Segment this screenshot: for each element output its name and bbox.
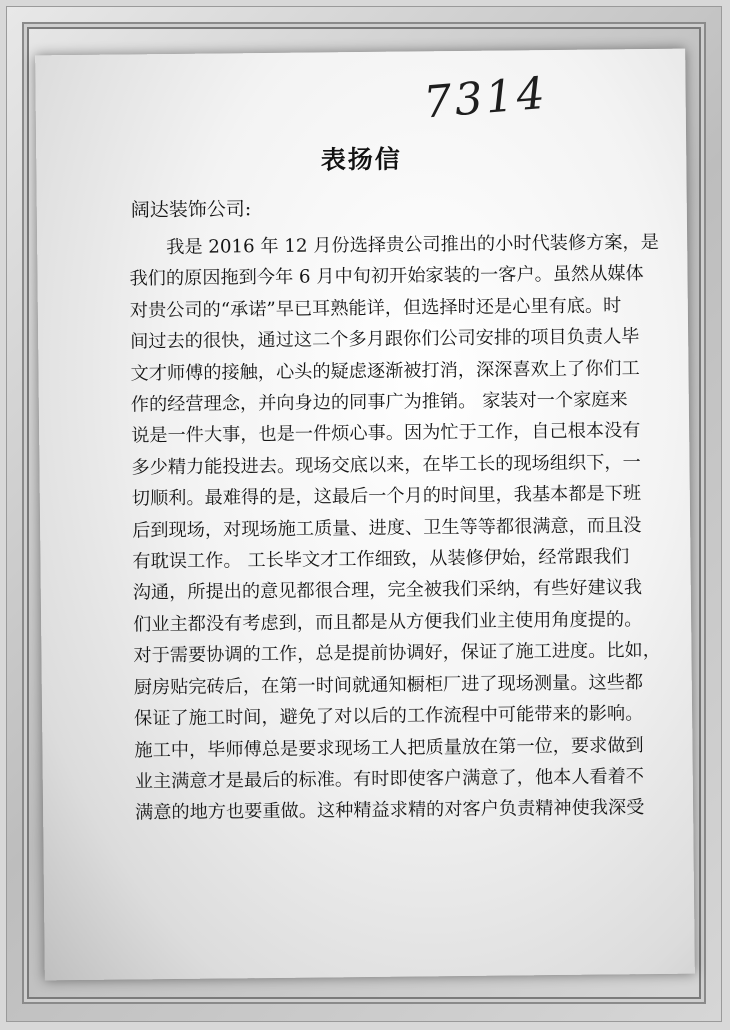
body-line: 我们的原因拖到今年 6 月中旬初开始家装的一客户。虽然从媒体 — [129, 263, 644, 290]
salutation: 阔达装饰公司: — [130, 198, 252, 222]
body-line: 多少精力能投进去。现场交底以来，在毕工长的现场组织下，一 — [131, 451, 641, 479]
letter-body — [129, 227, 662, 829]
body-line: 对于需要协调的工作，总是提前协调好，保证了施工进度。比如， — [133, 640, 662, 667]
body-line: 业主满意才是最后的标准。有时即使客户满意了，他本人看着不 — [134, 765, 645, 793]
body-line: 有耽误工作。 工长毕文才工作细致，从装修伊始，经常跟我们 — [132, 546, 630, 573]
body-line: 施工中，毕师傅总是要求现场工人把质量放在第一位，要求做到 — [134, 734, 644, 761]
body-line: 文才师傅的接触，心头的疑虑逐渐被打消，深深喜欢上了你们工 — [130, 357, 640, 385]
body-line: 沟通，所提出的意见都很合理，完全被我们采纳，有些好建议我 — [132, 577, 643, 604]
body-line: 满意的地方也要重做。这种精益求精的对客户负责精神使我深受 — [135, 797, 645, 824]
body-line: 对贵公司的“承诺”早已耳熟能详，但选择时还是心里有底。时 — [129, 295, 622, 322]
body-line: 我是 2016 年 12 月份选择贵公司推出的小时代装修方案，是 — [166, 231, 659, 259]
body-line: 切顺利。最难得的是，这最后一个月的时间里，我基本都是下班 — [131, 483, 642, 510]
body-line: 后到现场，对现场施工质量、进度、卫生等等都很满意，而且没 — [132, 514, 642, 542]
letter-paper — [35, 49, 695, 981]
body-line: 说是一件大事，也是一件烦心事。因为忙于工作，自己根本没有 — [131, 420, 641, 447]
handwritten-number: 7314 — [421, 67, 550, 129]
body-line: 作的经营理念，并向身边的同事广为推销。 家装对一个家庭来 — [130, 389, 628, 416]
body-line: 厨房贴完砖后，在第一时间就通知橱柜厂进了现场测量。这些都 — [133, 671, 644, 699]
body-line: 间过去的很快，通过这二个多月跟你们公司安排的项目负责人毕 — [130, 326, 640, 353]
body-line: 们业主都没有考虑到，而且都是从方便我们业主使用角度提的。 — [133, 608, 643, 636]
page-title: 表扬信 — [320, 144, 402, 175]
body-line: 保证了施工时间，避免了对以后的工作流程中可能带来的影响。 — [134, 703, 644, 730]
